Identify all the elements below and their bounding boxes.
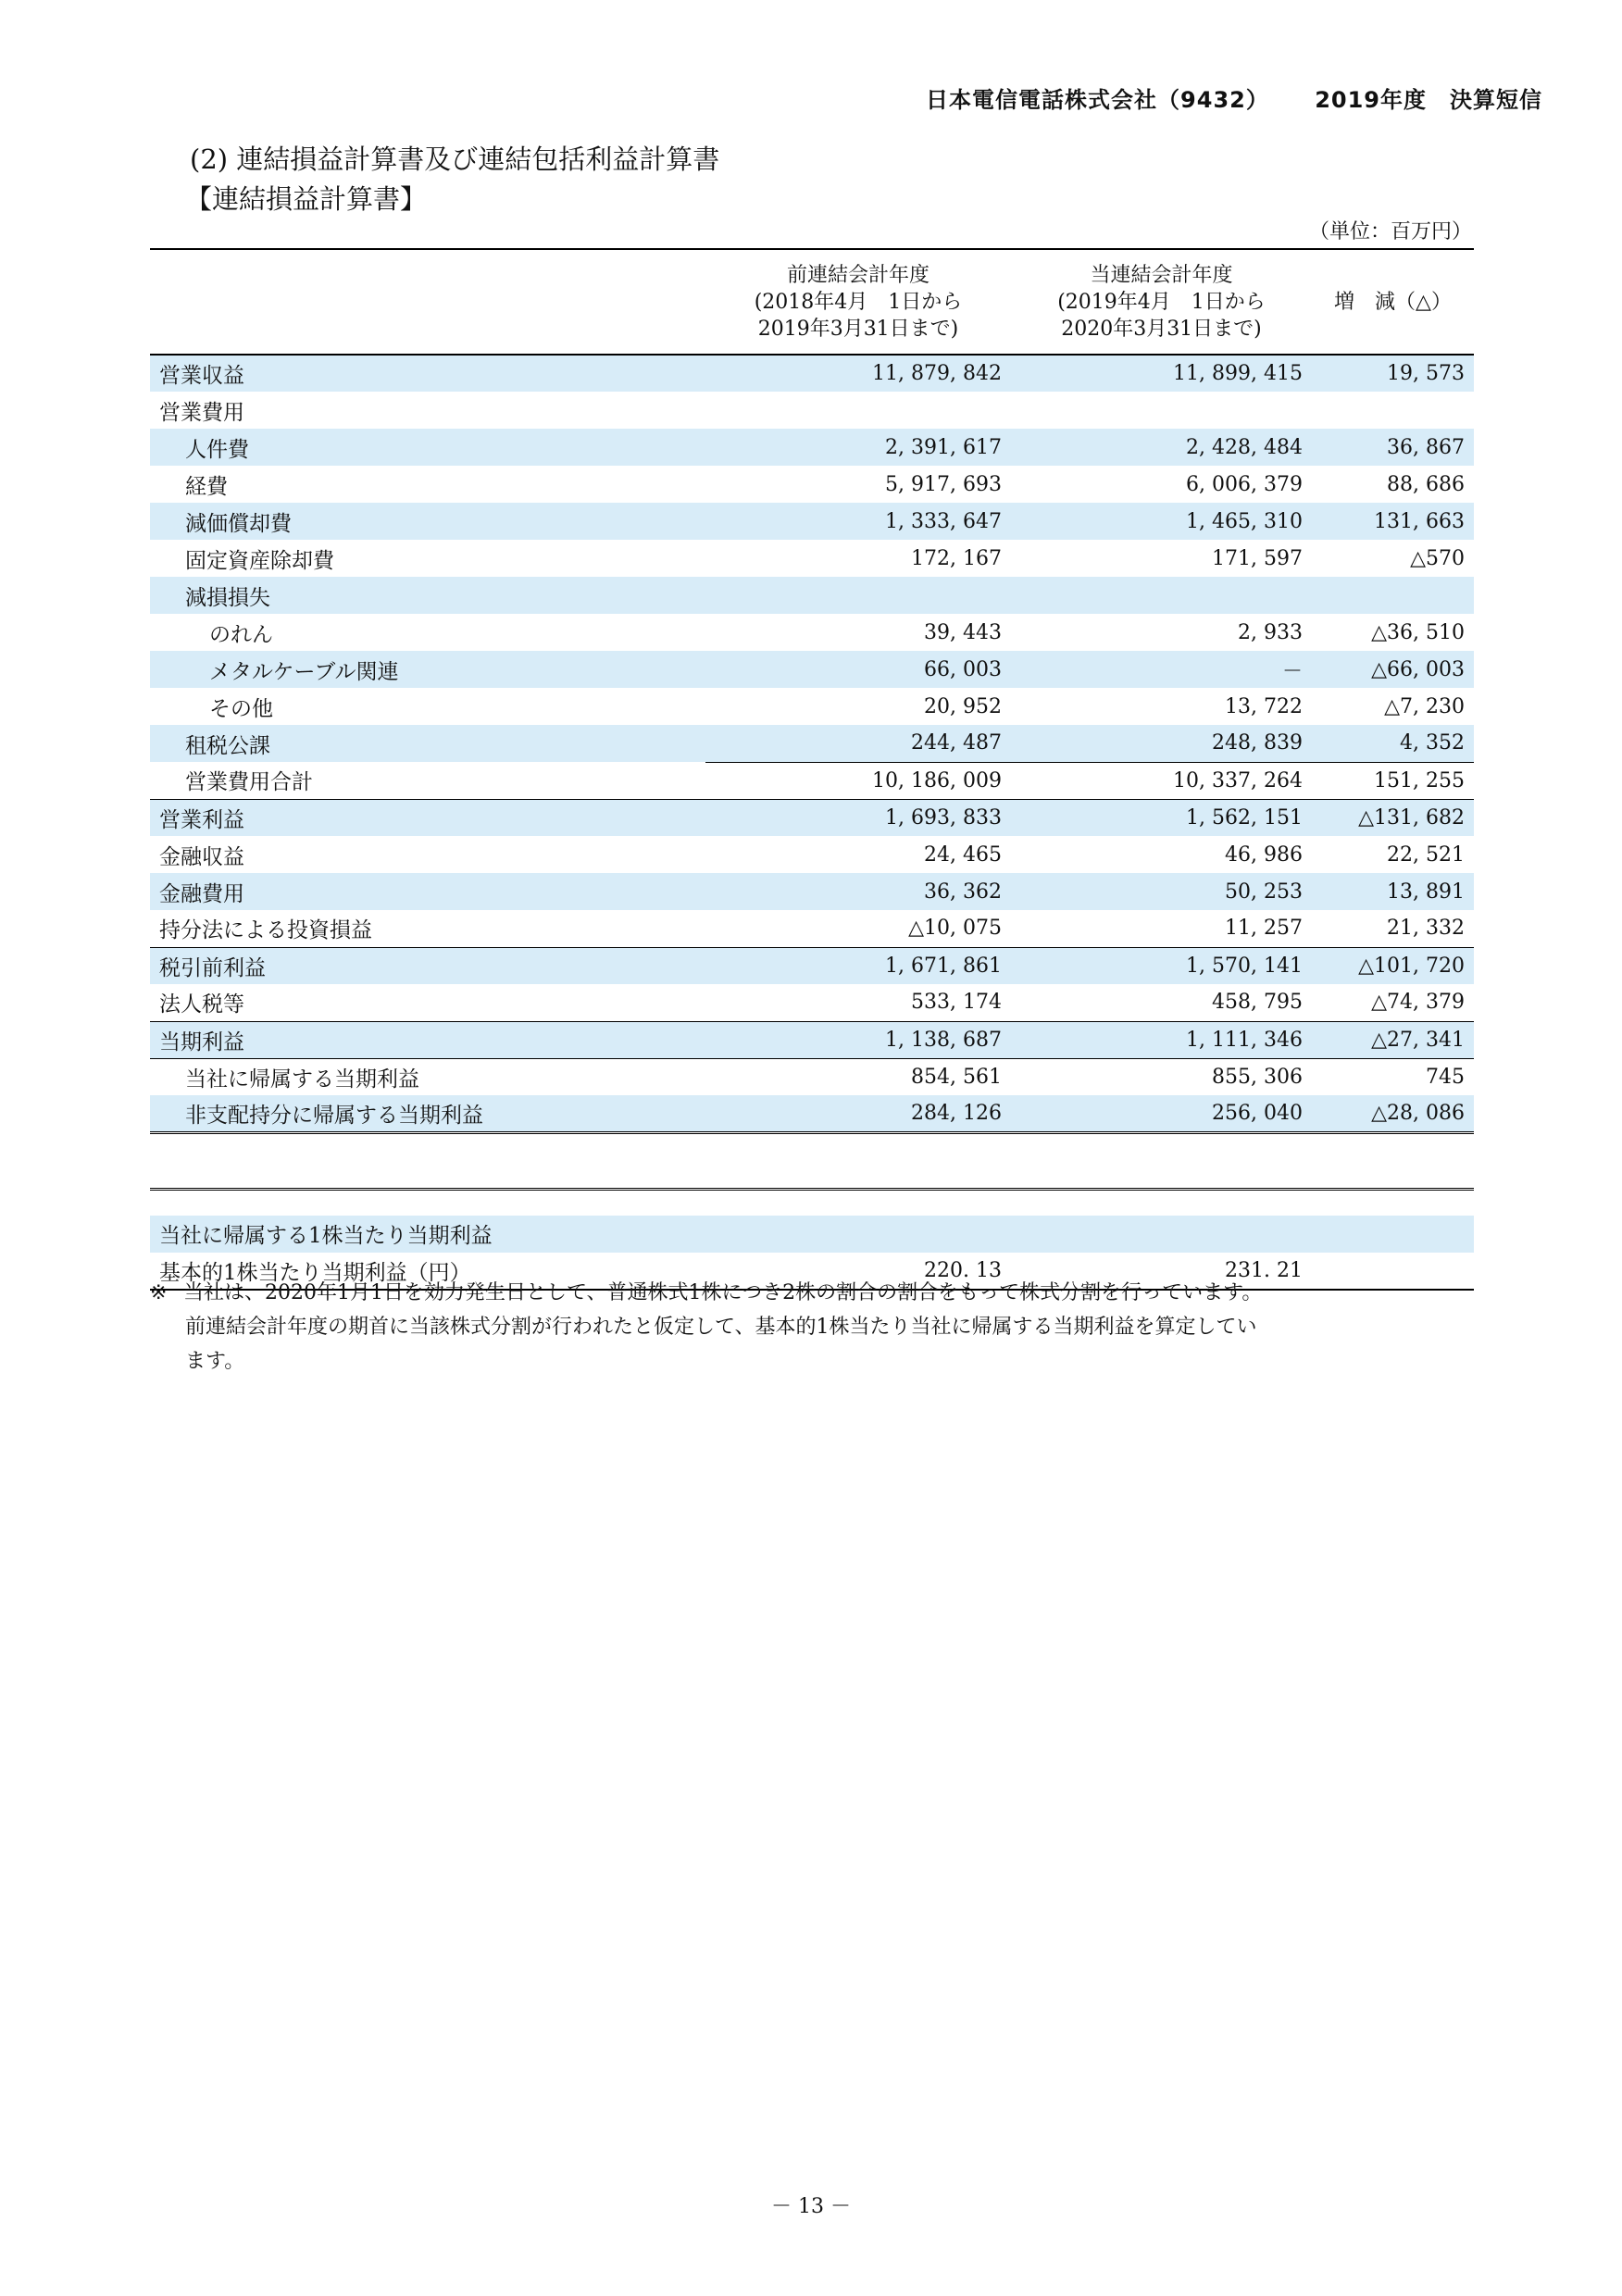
eps-table xyxy=(150,1188,1474,1291)
table-row xyxy=(150,614,1474,651)
row-label: 非支配持分に帰属する当期利益 xyxy=(150,1095,705,1132)
row-prev-value: 1, 671, 861 xyxy=(705,947,1011,984)
row-label: 租税公課 xyxy=(150,725,705,762)
fiscal-period: 2019年度 決算短信 xyxy=(1315,87,1542,113)
row-prev-value: 36, 362 xyxy=(705,873,1011,910)
row-prev-value: 24, 465 xyxy=(924,842,1002,867)
income-statement-table xyxy=(150,248,1474,1134)
table-row xyxy=(150,725,1474,762)
row-prev-value: 5, 917, 693 xyxy=(885,472,1002,496)
row-label: 持分法による投資損益 xyxy=(159,918,372,943)
row-prev-value: 244, 487 xyxy=(705,725,1011,762)
row-prev-value: 1, 333, 647 xyxy=(705,503,1011,540)
row-diff-value xyxy=(1312,392,1474,429)
row-diff-value: △101, 720 xyxy=(1312,947,1474,984)
row-diff-value: △28, 086 xyxy=(1312,1095,1474,1132)
row-diff-value: △570 xyxy=(1410,546,1465,570)
row-prev-value xyxy=(705,577,1011,614)
row-curr-value: 1, 562, 151 xyxy=(1011,799,1312,836)
row-label: 営業収益 xyxy=(150,355,705,392)
section-title: (2) 連結損益計算書及び連結包括利益計算書 xyxy=(190,144,720,175)
row-label: 金融収益 xyxy=(159,844,244,869)
table-row xyxy=(150,577,1474,614)
row-label: 経費 xyxy=(185,474,228,499)
header-curr-period xyxy=(1011,249,1312,355)
table-row xyxy=(150,836,1474,873)
curr-period-to: 2020年3月31日まで) xyxy=(1061,317,1262,341)
row-diff-value: 745 xyxy=(1312,1058,1474,1095)
header-prev-period xyxy=(705,249,1011,355)
row-label: 固定資産除却費 xyxy=(185,548,334,573)
row-prev-value: 533, 174 xyxy=(911,991,1002,1015)
page-number: － 13 － xyxy=(771,2195,851,2218)
row-prev-value: 284, 126 xyxy=(705,1095,1011,1132)
row-diff-value: 36, 867 xyxy=(1312,429,1474,466)
row-diff-value: △66, 003 xyxy=(1312,651,1474,688)
table-row xyxy=(150,910,1474,947)
row-label: のれん xyxy=(209,622,273,647)
eps-prev-value: 220. 13 xyxy=(924,1258,1002,1282)
header-diff: 増 減（△） xyxy=(1334,290,1452,314)
row-prev-value: 2, 391, 617 xyxy=(705,429,1011,466)
row-curr-value: 855, 306 xyxy=(1011,1058,1312,1095)
table-row xyxy=(150,503,1474,540)
row-prev-value: 854, 561 xyxy=(705,1058,1011,1095)
footnote-line-2: 前連結会計年度の期首に当該株式分割が行われたと仮定して、基本的1株当たり当社に帰属する当期利益を算定してい xyxy=(185,1316,1257,1339)
row-prev-value: △10, 075 xyxy=(908,917,1002,941)
unit-label: （単位：百万円） xyxy=(1308,220,1472,243)
row-diff-value: 4, 352 xyxy=(1312,725,1474,762)
row-prev-value: 10, 186, 009 xyxy=(705,762,1011,799)
table-row xyxy=(150,651,1474,688)
row-label: 営業費用合計 xyxy=(185,770,313,795)
row-diff-value: △74, 379 xyxy=(1371,991,1465,1015)
row-curr-value xyxy=(1011,577,1312,614)
row-curr-value: 171, 597 xyxy=(1212,546,1303,570)
row-label: メタルケーブル関連 xyxy=(150,651,705,688)
row-prev-value xyxy=(705,392,1011,429)
row-label: 当社に帰属する当期利益 xyxy=(150,1058,705,1095)
row-diff-value: △27, 341 xyxy=(1312,1021,1474,1058)
table-row xyxy=(150,1058,1474,1095)
row-diff-value: 21, 332 xyxy=(1387,917,1465,941)
row-label: 金融費用 xyxy=(150,873,705,910)
row-diff-value: △36, 510 xyxy=(1371,620,1465,644)
prev-period-to: 2019年3月31日まで) xyxy=(757,317,959,341)
row-label: 税引前利益 xyxy=(150,947,705,984)
row-curr-value: 256, 040 xyxy=(1011,1095,1312,1132)
row-curr-value: 2, 933 xyxy=(1238,620,1303,644)
row-diff-value xyxy=(1312,577,1474,614)
sub-title: 【連結損益計算書】 xyxy=(185,183,428,215)
eps-heading-row xyxy=(150,1216,1474,1253)
row-diff-value: △131, 682 xyxy=(1312,799,1474,836)
row-curr-value: 1, 465, 310 xyxy=(1011,503,1312,540)
row-diff-value: 151, 255 xyxy=(1312,762,1474,799)
row-prev-value: 39, 443 xyxy=(924,620,1002,644)
table-row xyxy=(150,429,1474,466)
prev-period-from: (2018年4月 1日から xyxy=(754,290,963,314)
eps-label: 基本的1株当たり当期利益（円） xyxy=(159,1260,471,1285)
table-row xyxy=(150,540,1474,577)
row-prev-value: 66, 003 xyxy=(705,651,1011,688)
footnote xyxy=(150,1276,1483,1379)
table-row xyxy=(150,466,1474,503)
eps-heading: 当社に帰属する1株当たり当期利益 xyxy=(150,1216,1474,1253)
row-curr-value: 11, 899, 415 xyxy=(1011,355,1312,392)
row-curr-value: 46, 986 xyxy=(1225,842,1303,867)
row-label: 当期利益 xyxy=(150,1021,705,1058)
row-diff-value: △7, 230 xyxy=(1384,694,1465,718)
row-label: 人件費 xyxy=(150,429,705,466)
company-name: 日本電信電話株式会社（9432） xyxy=(926,87,1269,113)
row-label: 営業利益 xyxy=(150,799,705,836)
row-label: 減価償却費 xyxy=(150,503,705,540)
footnote-text-1: 当社は、2020年1月1日を効力発生日として、普通株式1株につき2株の割合の割合をもって株式分割を行っています。 xyxy=(183,1281,1263,1304)
row-prev-value: 172, 167 xyxy=(911,546,1002,570)
row-prev-value: 1, 138, 687 xyxy=(705,1021,1011,1058)
table-row xyxy=(150,688,1474,725)
row-diff-value: 22, 521 xyxy=(1387,842,1465,867)
row-label: 減損損失 xyxy=(150,577,705,614)
row-curr-value: 1, 111, 346 xyxy=(1011,1021,1312,1058)
row-diff-value: 19, 573 xyxy=(1312,355,1474,392)
table-row xyxy=(150,799,1474,836)
table-row xyxy=(150,355,1474,392)
eps-spacer-row xyxy=(150,1190,1474,1216)
row-curr-value: 13, 722 xyxy=(1225,694,1303,718)
footnote-mark: ※ xyxy=(150,1281,168,1304)
row-label: その他 xyxy=(209,696,273,721)
row-diff-value: 13, 891 xyxy=(1312,873,1474,910)
table-header-row xyxy=(150,249,1474,355)
row-curr-value: 10, 337, 264 xyxy=(1011,762,1312,799)
table-row xyxy=(150,1021,1474,1058)
row-prev-value: 11, 879, 842 xyxy=(705,355,1011,392)
header-label-cell xyxy=(150,249,705,355)
row-prev-value: 1, 693, 833 xyxy=(705,799,1011,836)
table-row xyxy=(150,1095,1474,1132)
row-label: 営業費用 xyxy=(159,400,244,425)
table-row xyxy=(150,984,1474,1021)
eps-curr-value: 231. 21 xyxy=(1225,1258,1303,1282)
row-diff-value: 88, 686 xyxy=(1387,472,1465,496)
row-label: 法人税等 xyxy=(159,992,244,1017)
table-row xyxy=(150,762,1474,799)
curr-period-from: (2019年4月 1日から xyxy=(1057,290,1266,314)
row-curr-value: 11, 257 xyxy=(1225,917,1303,941)
table-row xyxy=(150,392,1474,429)
eps-spacer-cell xyxy=(150,1190,1474,1216)
row-curr-value: 50, 253 xyxy=(1011,873,1312,910)
row-prev-value: 20, 952 xyxy=(924,694,1002,718)
row-diff-value: 131, 663 xyxy=(1312,503,1474,540)
footnote-line-1 xyxy=(150,1276,1483,1310)
table-row xyxy=(150,947,1474,984)
row-curr-value: － xyxy=(1011,651,1312,688)
table-row xyxy=(150,873,1474,910)
row-curr-value: 6, 006, 379 xyxy=(1186,472,1303,496)
row-curr-value: 458, 795 xyxy=(1212,991,1303,1015)
prev-period-title: 前連結会計年度 xyxy=(786,263,930,287)
row-curr-value: 248, 839 xyxy=(1011,725,1312,762)
footnote-line-3: ます。 xyxy=(185,1350,245,1373)
row-curr-value: 2, 428, 484 xyxy=(1011,429,1312,466)
row-curr-value xyxy=(1011,392,1312,429)
page-header xyxy=(889,81,1542,114)
row-curr-value: 1, 570, 141 xyxy=(1011,947,1312,984)
curr-period-title: 当連結会計年度 xyxy=(1090,263,1233,287)
